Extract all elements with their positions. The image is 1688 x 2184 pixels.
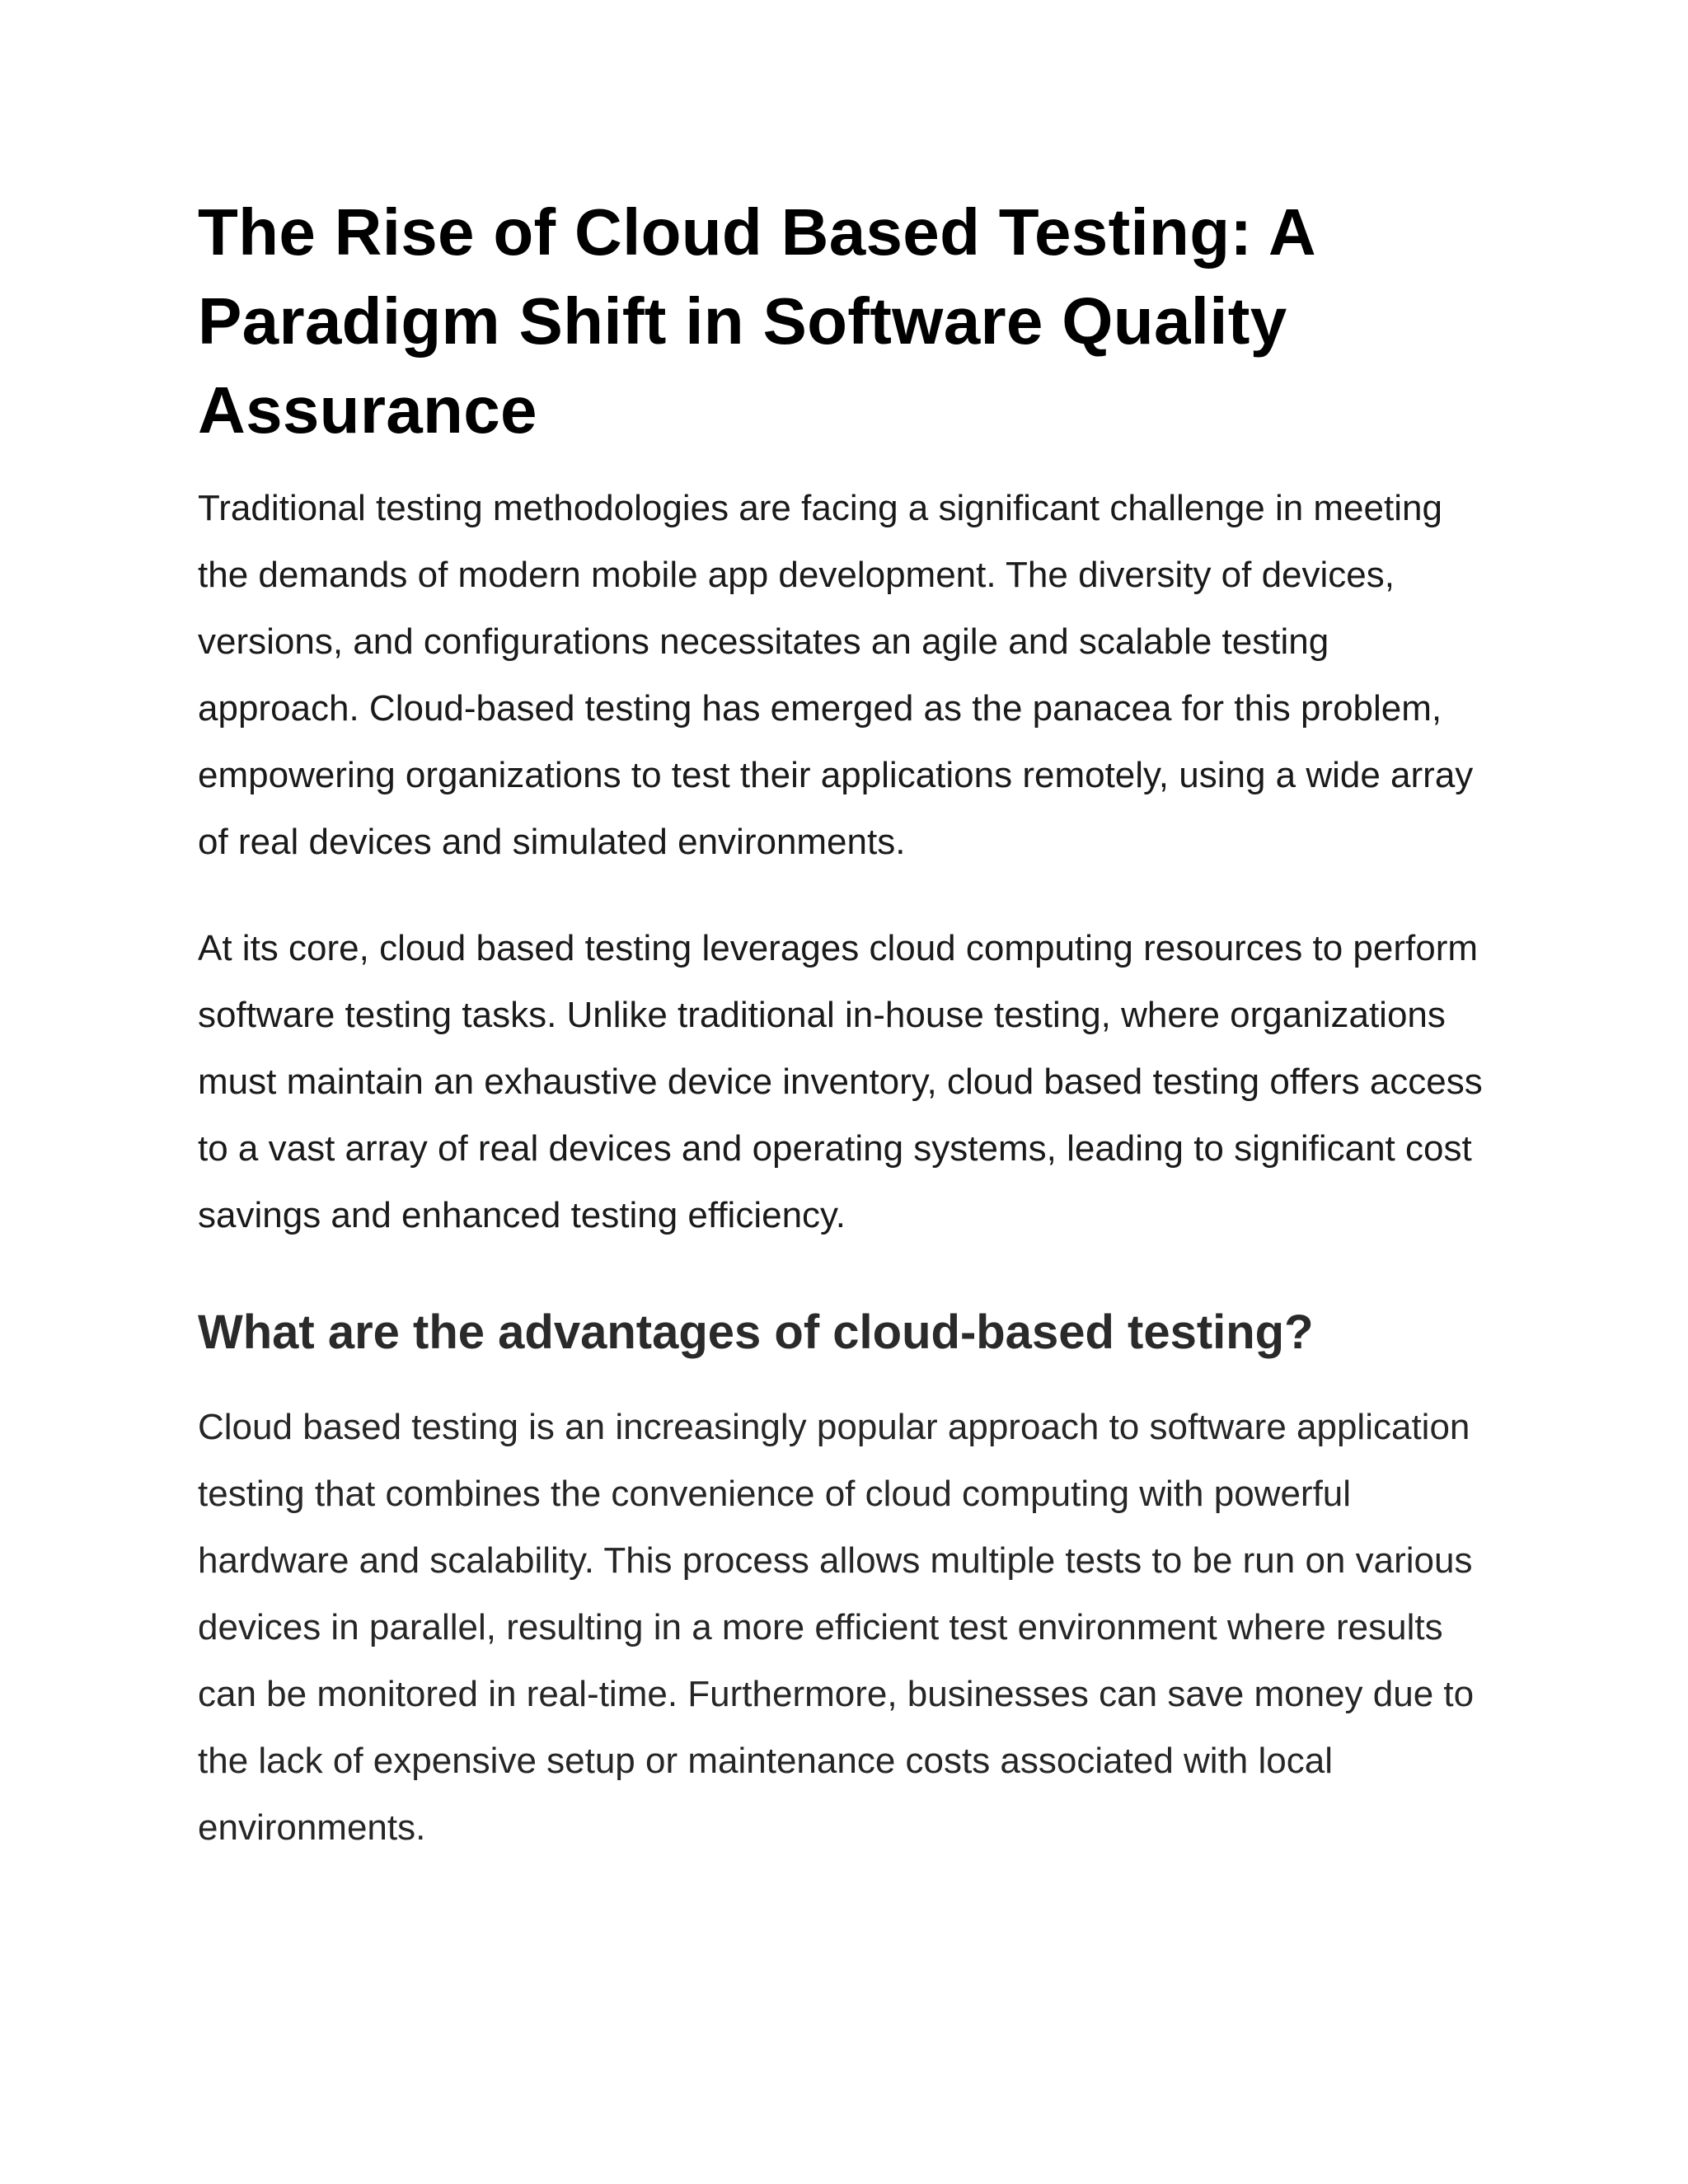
document-content [198, 188, 1500, 1861]
section-paragraph: Cloud based testing is an increasingly popular approach to software application testing that combines the convenience of cloud computing with powerful hardware and scalability. This process allows multiple tests to be run on various devices in parallel, resulting in a more efficient test environment where results can be monitored in real-time. Furthermore, businesses can save money due to the lack of expensive setup or maintenance costs associated with local environments. [198, 1407, 1475, 1848]
page-title: The Rise of Cloud Based Testing: A Paradigm Shift in Software Quality Assurance [198, 195, 1314, 447]
section-heading: What are the advantages of cloud-based testing? [198, 1305, 1314, 1359]
intro-paragraph: Traditional testing methodologies are facing a significant challenge in meeting the demands of modern mobile app development. The diversity of devices, versions, and configurations necessitates an agile and scalable testing approach. Cloud-based testing has emerged as the panacea for this problem, empowering organizations to test their applications remotely, using a wide array of real devices and simulated environments. [198, 488, 1474, 862]
core-paragraph: At its core, cloud based testing leverages cloud computing resources to perform software testing tasks. Unlike traditional in-house testing, where organizations must maintain an exhaustive device inventory, cloud based testing offers access to a vast array of real devices and operating systems, leading to significant cost savings and enhanced testing efficiency. [198, 928, 1483, 1235]
